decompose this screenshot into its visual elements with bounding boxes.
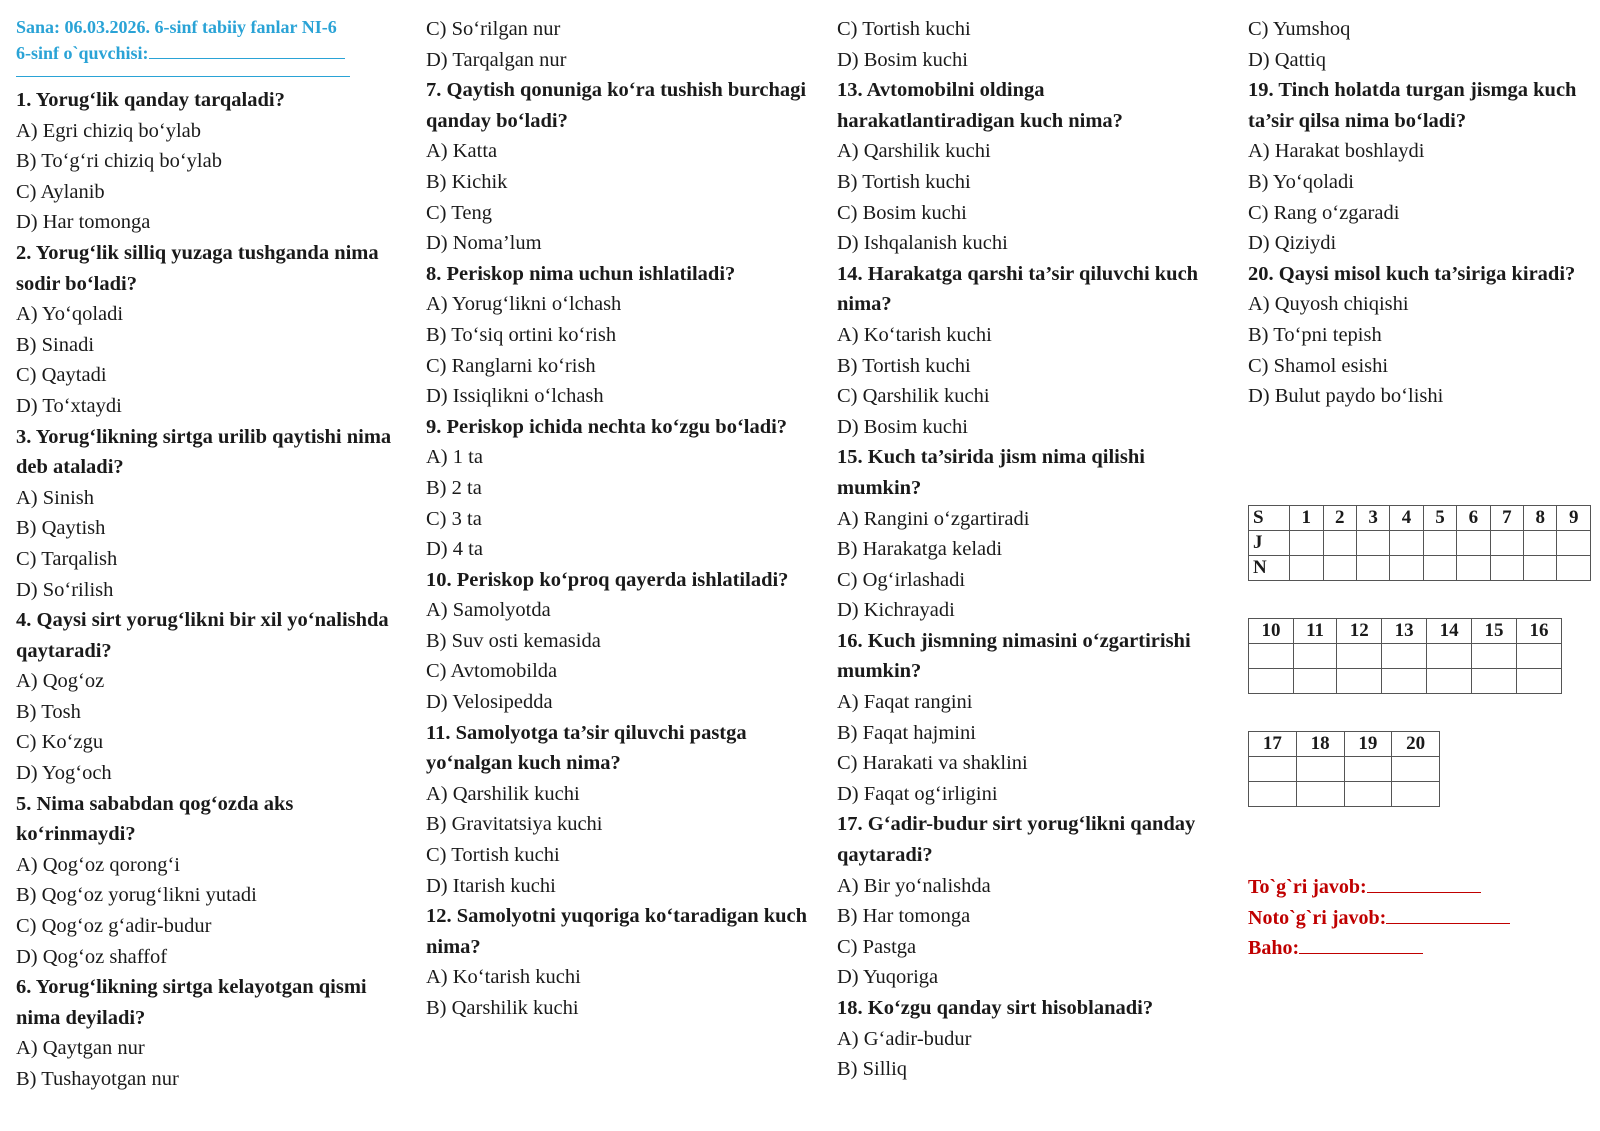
answer-cell[interactable] — [1337, 644, 1382, 669]
option-d: D) Kichrayadi — [837, 599, 955, 622]
table-row — [1249, 782, 1440, 807]
incorrect-answers-line — [1248, 903, 1510, 934]
correct-answers-label: To`g`ri javob: — [1248, 876, 1367, 898]
option-c: C) Avtomobilda — [426, 660, 558, 683]
option-c: C) Tortish kuchi — [426, 844, 560, 867]
option-a: A) Quyosh chiqishi — [1248, 293, 1409, 316]
student-label: 6-sinf o`quvchisi: — [16, 43, 149, 63]
answer-cell[interactable] — [1524, 556, 1557, 581]
option-a: A) Katta — [426, 140, 498, 163]
question-block — [1248, 75, 1588, 259]
answer-cell[interactable] — [1517, 669, 1562, 694]
question-block — [426, 75, 811, 259]
column-3 — [837, 14, 1222, 1085]
answer-cell[interactable] — [1356, 556, 1389, 581]
option-a: A) Yorug‘likni o‘lchash — [426, 293, 622, 316]
row-label-n: N — [1249, 556, 1290, 581]
question-text: 1. Yorug‘lik qanday tarqaladi? — [16, 89, 285, 111]
option-b: B) Yo‘qoladi — [1248, 170, 1354, 193]
option-b: B) Gravitatsiya kuchi — [426, 813, 603, 836]
question-number-cell: 17 — [1249, 732, 1297, 757]
question-block — [16, 972, 401, 1094]
option-b: B) Sinadi — [16, 333, 95, 356]
answer-cell[interactable] — [1296, 757, 1344, 782]
answer-cell[interactable] — [1249, 669, 1294, 694]
answer-table-1 — [1248, 505, 1591, 581]
question-number-cell: 20 — [1392, 732, 1440, 757]
question-text: 12. Samolyotni yuqoriga ko‘taradigan kuch nima? — [426, 905, 808, 958]
question-block — [426, 412, 811, 565]
question-block — [16, 605, 401, 789]
answer-cell[interactable] — [1390, 531, 1423, 556]
question-number-cell: 14 — [1427, 619, 1472, 644]
answer-cell[interactable] — [1356, 531, 1389, 556]
option-b: B) Faqat hajmini — [837, 721, 976, 744]
table-row — [1249, 556, 1591, 581]
option-c: C) Yumshoq — [1248, 18, 1351, 40]
option-c: C) Qarshilik kuchi — [837, 385, 990, 408]
option-c: C) Tarqalish — [16, 547, 118, 570]
table-row — [1249, 619, 1562, 644]
table-row — [1249, 644, 1562, 669]
question-block — [426, 718, 811, 902]
table-row — [1249, 732, 1440, 757]
option-b: B) Tortish kuchi — [837, 354, 971, 377]
answer-cell[interactable] — [1382, 644, 1427, 669]
question-number-cell: 19 — [1344, 732, 1392, 757]
question-block — [16, 422, 401, 606]
option-d: D) Yuqoriga — [837, 966, 939, 989]
question-text: 9. Periskop ichida nechta ko‘zgu bo‘ladi? — [426, 415, 788, 438]
answer-cell[interactable] — [1323, 556, 1356, 581]
question-text: 3. Yorug‘likning sirtga urilib qaytishi nima deb ataladi? — [16, 425, 392, 479]
option-c: C) 3 ta — [426, 507, 482, 530]
incorrect-answers-label: Noto`g`ri javob: — [1248, 906, 1387, 929]
option-a: A) Qog‘oz qorong‘i — [16, 853, 180, 876]
option-b: B) Qaytish — [16, 517, 106, 540]
question-block — [837, 809, 1222, 993]
question-number-cell: 10 — [1249, 619, 1294, 644]
answer-cell[interactable] — [1290, 531, 1323, 556]
option-a: A) Samolyotda — [426, 599, 551, 622]
question-block — [837, 626, 1222, 810]
answer-cell[interactable] — [1249, 782, 1297, 807]
option-d: D) Tarqalgan nur — [426, 48, 567, 71]
option-c: C) Bosim kuchi — [837, 201, 967, 224]
question-number-cell: 2 — [1323, 506, 1356, 531]
option-a: A) 1 ta — [426, 446, 483, 469]
question-number-cell: 18 — [1296, 732, 1344, 757]
answer-cell[interactable] — [1490, 531, 1523, 556]
option-a: A) Ko‘tarish kuchi — [837, 323, 992, 346]
question-text: 8. Periskop nima uchun ishlatiladi? — [426, 262, 736, 285]
question-number-cell: 13 — [1382, 619, 1427, 644]
question-number-cell: 11 — [1293, 619, 1336, 644]
answer-cell[interactable] — [1249, 644, 1294, 669]
question-text: 6. Yorug‘likning sirtga kelayotgan qismi nima deyiladi? — [16, 976, 367, 1029]
option-c: C) Aylanib — [16, 180, 105, 203]
question-text: 15. Kuch ta’sirida jism nima qilishi mumkin? — [837, 446, 1145, 499]
answer-cell[interactable] — [1290, 556, 1323, 581]
answer-cell[interactable] — [1390, 556, 1423, 581]
option-d: D) 4 ta — [426, 538, 483, 561]
question-number-cell: 4 — [1390, 506, 1423, 531]
question-number-cell: 5 — [1423, 506, 1456, 531]
question-number-cell: 1 — [1290, 506, 1323, 531]
question-text: 11. Samolyotga ta’sir qiluvchi pastga yo‘nalgan kuch nima? — [426, 721, 747, 775]
correct-answers-line — [1248, 872, 1510, 903]
date-header: Sana: 06.03.2026. 6-sinf tabiiy fanlar NI-6 — [16, 17, 337, 37]
answer-cell[interactable] — [1323, 531, 1356, 556]
option-c: C) Rang o‘zgaradi — [1248, 201, 1400, 224]
question-number-cell: 7 — [1490, 506, 1523, 531]
question-block — [837, 75, 1222, 259]
option-a: A) G‘adir-budur — [837, 1027, 972, 1050]
option-c: C) Harakati va shaklini — [837, 752, 1028, 775]
question-block — [16, 789, 401, 973]
grade-blank[interactable] — [1299, 937, 1423, 954]
option-a: A) Bir yo‘nalishda — [837, 874, 991, 897]
option-b: B) Tushayotgan nur — [16, 1068, 179, 1090]
row-label-j: J — [1249, 531, 1290, 556]
answer-cell[interactable] — [1524, 531, 1557, 556]
option-c: C) Tortish kuchi — [837, 18, 971, 40]
option-b: B) Har tomonga — [837, 905, 971, 928]
answer-cell[interactable] — [1423, 531, 1456, 556]
option-d: D) Itarish kuchi — [426, 874, 556, 897]
option-c: C) Teng — [426, 201, 492, 224]
question-number-cell: 8 — [1524, 506, 1557, 531]
option-c: C) Og‘irlashadi — [837, 568, 966, 591]
option-a: A) Qarshilik kuchi — [837, 140, 991, 163]
option-b: B) Silliq — [837, 1058, 908, 1081]
answer-cell[interactable] — [1337, 669, 1382, 694]
question-block — [837, 993, 1222, 1085]
option-c: C) Qog‘oz g‘adir-budur — [16, 915, 212, 938]
option-a: A) Faqat rangini — [837, 691, 973, 714]
option-c: C) Pastga — [837, 935, 917, 958]
option-d: D) Qog‘oz shaffof — [16, 945, 168, 968]
question-block — [837, 442, 1222, 626]
option-a: A) Sinish — [16, 486, 95, 509]
option-b: B) Suv osti kemasida — [426, 629, 601, 652]
question-text: 17. G‘adir-budur sirt yorug‘likni qanday qaytaradi? — [837, 813, 1196, 867]
answer-cell[interactable] — [1457, 531, 1490, 556]
question-block — [426, 565, 811, 718]
option-d: D) Bosim kuchi — [837, 415, 968, 438]
option-b: B) To‘siq ortini ko‘rish — [426, 323, 617, 346]
answer-cell[interactable] — [1296, 782, 1344, 807]
grade-label: Baho: — [1248, 937, 1300, 960]
option-b: B) Kichik — [426, 170, 508, 193]
option-a: A) Harakat boshlaydi — [1248, 140, 1425, 163]
option-d: D) Velosipedda — [426, 691, 553, 714]
answer-cell[interactable] — [1557, 556, 1591, 581]
option-a: A) Egri chiziq bo‘ylab — [16, 119, 202, 142]
option-d: D) Issiqlikni o‘lchash — [426, 385, 604, 408]
correct-answers-blank[interactable] — [1367, 876, 1481, 893]
question-text: 13. Avtomobilni oldinga harakatlantiradigan kuch nima? — [837, 79, 1123, 132]
option-b: B) To‘g‘ri chiziq bo‘ylab — [16, 150, 222, 173]
option-b: B) Tortish kuchi — [837, 170, 971, 193]
question-number-cell: 6 — [1457, 506, 1490, 531]
option-d: D) Bulut paydo bo‘lishi — [1248, 385, 1444, 408]
option-d: D) Qattiq — [1248, 48, 1326, 71]
answer-cell[interactable] — [1427, 669, 1472, 694]
answer-cell[interactable] — [1457, 556, 1490, 581]
option-b: B) 2 ta — [426, 476, 482, 499]
question-number-cell: 12 — [1337, 619, 1382, 644]
table-row — [1249, 506, 1591, 531]
option-a: A) Yo‘qoladi — [16, 303, 124, 326]
option-b: B) Harakatga keladi — [837, 538, 1003, 561]
option-d: D) To‘xtaydi — [16, 394, 122, 417]
table-row — [1249, 757, 1440, 782]
student-name-line — [16, 40, 401, 66]
option-d: D) Har tomonga — [16, 211, 151, 234]
question-text: 20. Qaysi misol kuch ta’siriga kiradi? — [1248, 262, 1576, 285]
answer-cell[interactable] — [1293, 669, 1336, 694]
question-block — [1248, 259, 1588, 412]
option-c: C) Qaytadi — [16, 364, 107, 387]
option-b: B) Qarshilik kuchi — [426, 997, 579, 1019]
option-c: C) Shamol esishi — [1248, 354, 1389, 377]
incorrect-answers-blank[interactable] — [1386, 907, 1510, 924]
question-block — [16, 85, 401, 238]
header-underline — [16, 66, 350, 77]
column-1 — [16, 14, 401, 1095]
option-b: B) Tosh — [16, 700, 81, 723]
question-text: 18. Ko‘zgu qanday sirt hisoblanadi? — [837, 997, 1154, 1019]
option-c: C) So‘rilgan nur — [426, 18, 561, 40]
question-number-cell: 3 — [1356, 506, 1389, 531]
question-block — [426, 259, 811, 412]
row-label-s: S — [1249, 506, 1290, 531]
option-d: D) Qiziydi — [1248, 232, 1337, 255]
question-text: 7. Qaytish qonuniga ko‘ra tushish burchagi qanday bo‘ladi? — [426, 79, 807, 132]
question-number-cell: 9 — [1557, 506, 1591, 531]
option-c: C) Ko‘zgu — [16, 731, 104, 754]
column-2 — [426, 14, 811, 1024]
answer-cell[interactable] — [1392, 757, 1440, 782]
answer-cell[interactable] — [1423, 556, 1456, 581]
question-text: 10. Periskop ko‘proq qayerda ishlatiladi? — [426, 568, 789, 591]
question-block — [426, 901, 811, 1023]
question-text: 19. Tinch holatda turgan jismga kuch ta’sir qilsa nima bo‘ladi? — [1248, 79, 1577, 132]
answer-table-3 — [1248, 731, 1440, 807]
table-row — [1249, 531, 1591, 556]
answer-cell[interactable] — [1392, 782, 1440, 807]
option-c: C) Ranglarni ko‘rish — [426, 354, 596, 377]
answer-cell[interactable] — [1557, 531, 1591, 556]
answer-table-2 — [1248, 618, 1562, 694]
grade-line — [1248, 933, 1510, 964]
question-number-cell: 16 — [1517, 619, 1562, 644]
answer-cell[interactable] — [1472, 644, 1517, 669]
answer-cell[interactable] — [1490, 556, 1523, 581]
answer-cell[interactable] — [1344, 757, 1392, 782]
option-b: B) Qog‘oz yorug‘likni yutadi — [16, 884, 257, 907]
option-a: A) Qarshilik kuchi — [426, 782, 580, 805]
question-block — [837, 259, 1222, 443]
option-d: D) Ishqalanish kuchi — [837, 232, 1008, 255]
answer-cell[interactable] — [1382, 669, 1427, 694]
question-text: 5. Nima sababdan qog‘ozda aks ko‘rinmaydi? — [16, 792, 294, 846]
option-d: D) Bosim kuchi — [837, 48, 968, 71]
answer-cell[interactable] — [1517, 644, 1562, 669]
question-text: 4. Qaysi sirt yorug‘likni bir xil yo‘nalishda qaytaradi? — [16, 609, 389, 662]
option-a: A) Qaytgan nur — [16, 1037, 145, 1060]
table-row — [1249, 669, 1562, 694]
question-text: 2. Yorug‘lik silliq yuzaga tushganda nima sodir bo‘ladi? — [16, 241, 379, 295]
student-name-blank[interactable] — [149, 40, 345, 59]
question-text: 14. Harakatga qarshi ta’sir qiluvchi kuch nima? — [837, 262, 1199, 316]
option-d: D) Yog‘och — [16, 762, 112, 785]
option-a: A) Rangini o‘zgartiradi — [837, 507, 1030, 530]
option-d: D) So‘rilish — [16, 578, 114, 601]
column-4 — [1248, 14, 1588, 412]
question-number-cell: 15 — [1472, 619, 1517, 644]
question-block — [16, 238, 401, 422]
answer-cell[interactable] — [1427, 644, 1472, 669]
score-section — [1248, 872, 1510, 964]
option-d: D) Faqat og‘irligini — [837, 782, 998, 805]
question-text: 16. Kuch jismning nimasini o‘zgartirishi mumkin? — [837, 629, 1191, 683]
option-b: B) To‘pni tepish — [1248, 323, 1382, 346]
answer-cell[interactable] — [1249, 757, 1297, 782]
answer-cell[interactable] — [1472, 669, 1517, 694]
option-d: D) Noma’lum — [426, 232, 542, 255]
answer-cell[interactable] — [1293, 644, 1336, 669]
option-a: A) Qog‘oz — [16, 670, 105, 693]
option-a: A) Ko‘tarish kuchi — [426, 966, 581, 989]
answer-cell[interactable] — [1344, 782, 1392, 807]
